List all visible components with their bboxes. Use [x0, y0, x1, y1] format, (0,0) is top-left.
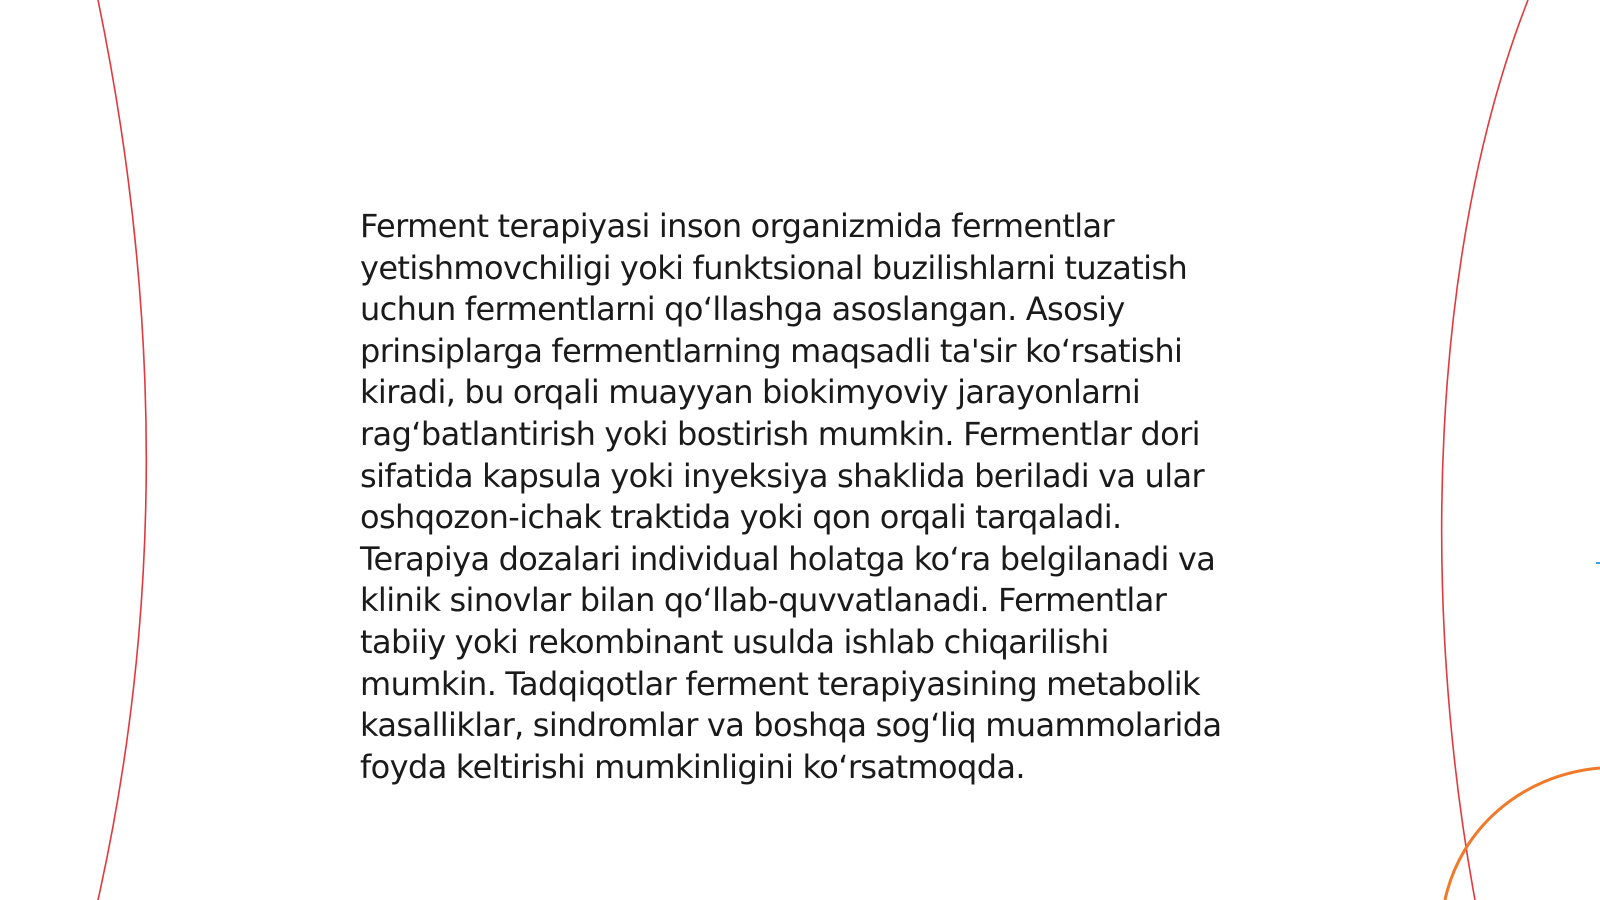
body-paragraph: Ferment terapiyasi inson organizmida fermentlar yetishmovchiligi yoki funktsional buzilishlarni tuzatish uchun fermentlarni qo‘llashga asoslangan. Asosiy prinsiplarga fermentlarning maqsadli ta'sir ko‘rsatishi kiradi, bu orqali muayyan biokimyoviy jarayonlarni rag‘batlantirish yoki bostirish mumkin. Fermentlar dori sifatida kapsula yoki inyeksiya shaklida beriladi va ular oshqozon-ichak traktida yoki qon orqali tarqaladi. Terapiya dozalari individual holatga ko‘ra belgilanadi va klinik sinovlar bilan qo‘llab-quvvatlanadi. Fermentlar tabiiy yoki rekombinant usulda ishlab chiqarilishi mumkin. Tadqiqotlar ferment terapiyasining metabolik kasalliklar, sindromlar va boshqa sog‘liq muammolarida foyda keltirishi mumkinligini ko‘rsatmoqda. [360, 207, 1222, 786]
right-arc [1442, 0, 1528, 900]
orange-circle-arc [1445, 768, 1600, 900]
left-arc [98, 0, 146, 900]
